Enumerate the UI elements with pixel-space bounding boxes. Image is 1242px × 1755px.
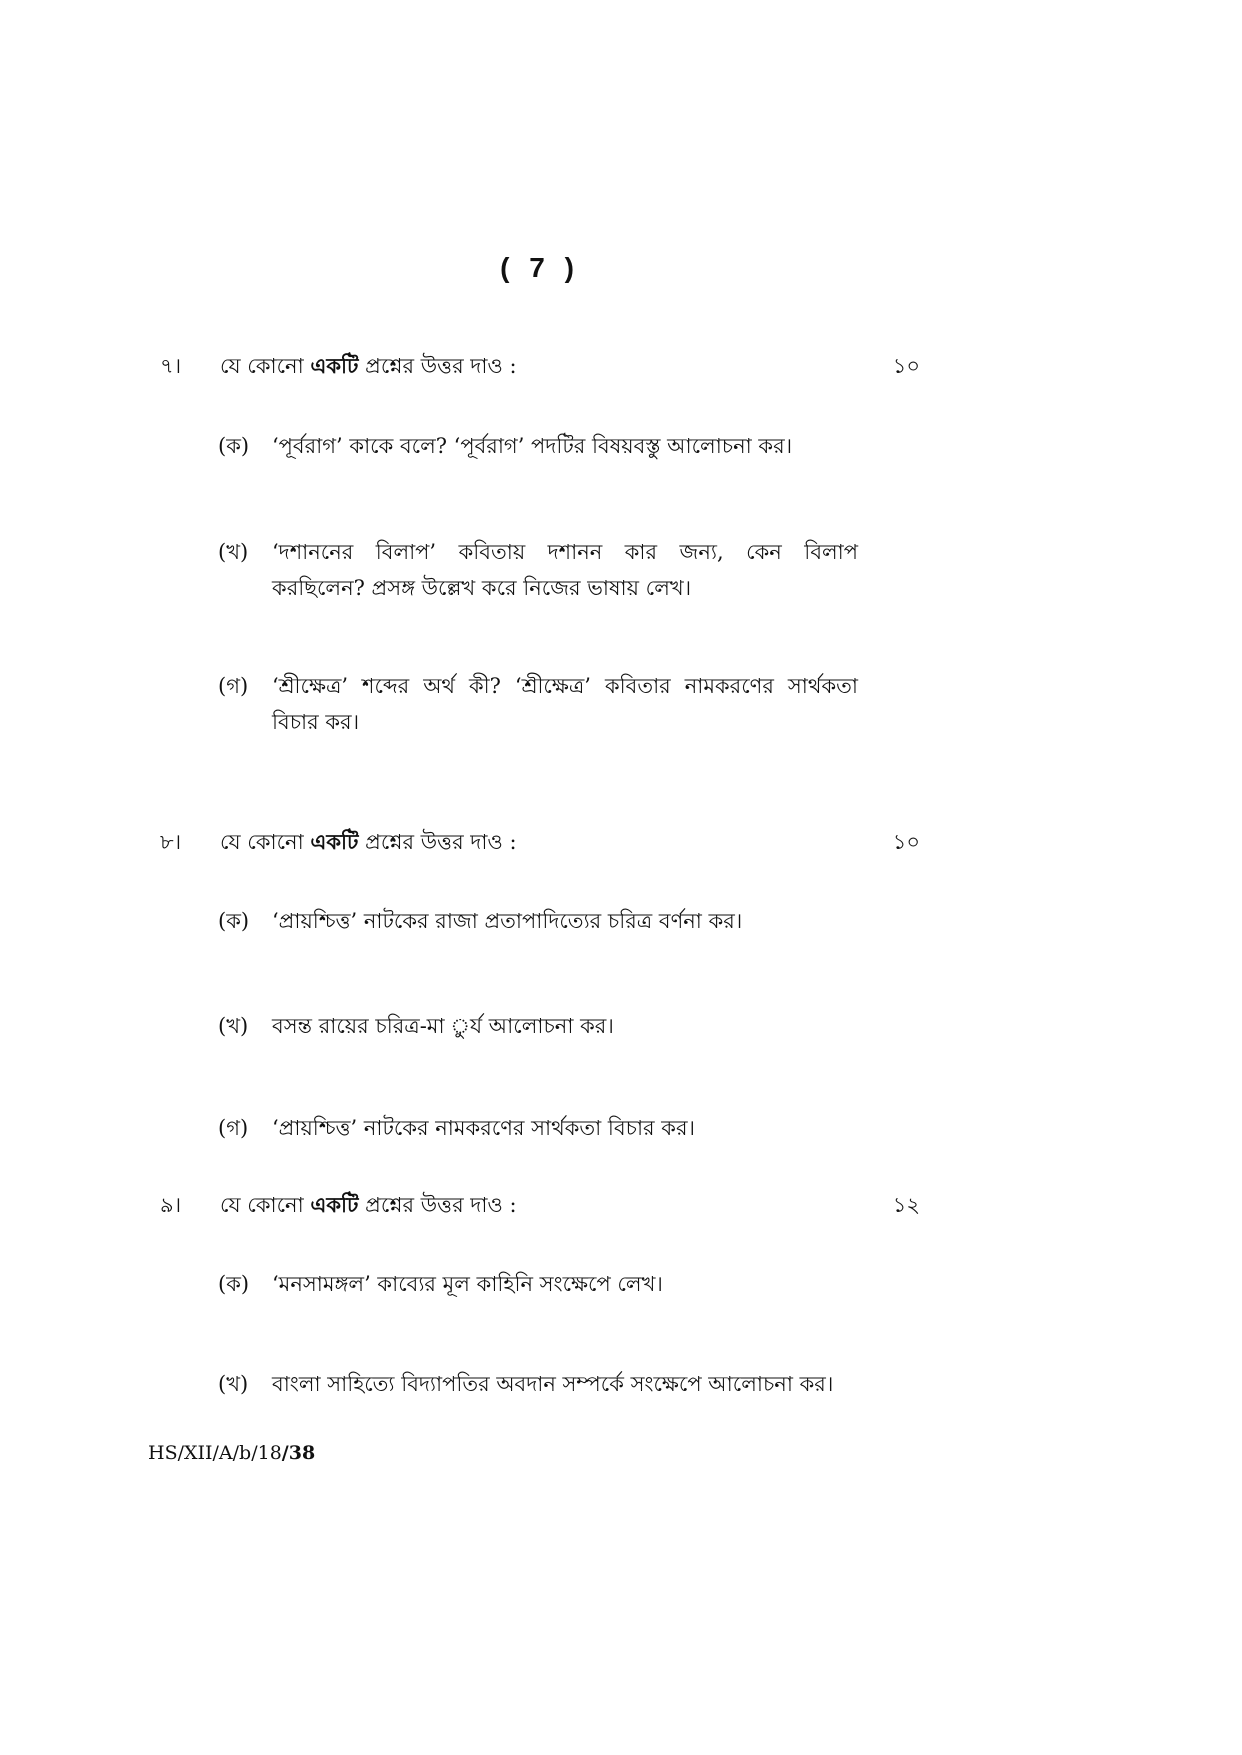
question-marks: ১২ bbox=[892, 1193, 920, 1217]
prompt-text: প্রশ্নের উত্তর দাও : bbox=[358, 1193, 517, 1217]
question-prompt bbox=[220, 349, 517, 383]
question-7-header bbox=[160, 349, 920, 383]
prompt-text: যে কোনো bbox=[220, 830, 311, 854]
option-text bbox=[272, 668, 858, 740]
option-line: ‘শ্রীক্ষেত্র’ শব্দের অর্থ কী? ‘শ্রীক্ষেত্র’ কবিতার নামকরণের সার্থকতা bbox=[272, 674, 858, 698]
question-8-option-ka bbox=[218, 903, 858, 939]
prompt-text: যে কোনো bbox=[220, 354, 311, 378]
paper-code-text: HS/XII/A/b/18 bbox=[148, 1442, 282, 1464]
option-line: ‘দশাননের বিলাপ’ কবিতায় দশানন কার জন্য, কেন বিলাপ bbox=[272, 540, 858, 564]
option-line: বসন্ত রায়ের চরিত্র-মা ুর্য আলোচনা কর। bbox=[272, 1014, 614, 1038]
option-text bbox=[272, 903, 858, 939]
question-prompt bbox=[220, 825, 517, 859]
prompt-bold-text: একটি bbox=[310, 829, 359, 854]
option-label: (ক) bbox=[218, 909, 250, 933]
question-9-header bbox=[160, 1188, 920, 1222]
question-9-option-kha bbox=[218, 1366, 858, 1402]
question-number: ৭। bbox=[160, 354, 182, 378]
question-8-header bbox=[160, 825, 920, 859]
question-prompt bbox=[220, 1188, 517, 1222]
option-label: (খ) bbox=[218, 540, 249, 564]
option-line: ‘প্রায়শ্চিত্ত’ নাটকের নামকরণের সার্থকতা বিচার কর। bbox=[272, 1116, 696, 1140]
option-line: বিচার কর। bbox=[272, 710, 360, 734]
option-line: ‘প্রায়শ্চিত্ত’ নাটকের রাজা প্রতাপাদিত্যের চরিত্র বর্ণনা কর। bbox=[272, 909, 743, 933]
option-label: (ক) bbox=[218, 1272, 250, 1296]
option-label: (গ) bbox=[218, 1116, 249, 1140]
option-text bbox=[272, 1266, 858, 1302]
option-text bbox=[272, 1008, 858, 1044]
option-label: (খ) bbox=[218, 1372, 249, 1396]
option-line: বাংলা সাহিত্যে বিদ্যাপতির অবদান সম্পর্কে সংক্ষেপে আলোচনা কর। bbox=[272, 1372, 834, 1396]
option-line: ‘পূর্বরাগ’ কাকে বলে? ‘পূর্বরাগ’ পদটির বিষয়বস্তু আলোচনা কর। bbox=[272, 434, 793, 458]
question-marks: ১০ bbox=[892, 354, 920, 378]
prompt-text: প্রশ্নের উত্তর দাও : bbox=[358, 830, 517, 854]
paper-code-bold: /38 bbox=[281, 1442, 316, 1464]
question-7-option-kha bbox=[218, 534, 858, 606]
prompt-bold-text: একটি bbox=[310, 353, 359, 378]
question-number: ৯। bbox=[160, 1193, 182, 1217]
question-7-option-ka bbox=[218, 428, 858, 464]
question-7-option-ga bbox=[218, 668, 858, 740]
page-number: ( 7 ) bbox=[500, 252, 580, 283]
question-8-option-kha bbox=[218, 1008, 858, 1044]
option-text bbox=[272, 1110, 858, 1146]
option-label: (ক) bbox=[218, 434, 250, 458]
question-8-option-ga bbox=[218, 1110, 858, 1146]
prompt-text: প্রশ্নের উত্তর দাও : bbox=[358, 354, 517, 378]
option-text bbox=[272, 428, 858, 464]
option-line: করছিলেন? প্রসঙ্গ উল্লেখ করে নিজের ভাষায় লেখ। bbox=[272, 576, 692, 600]
question-9-option-ka bbox=[218, 1266, 858, 1302]
option-label: (গ) bbox=[218, 674, 249, 698]
option-label: (খ) bbox=[218, 1014, 249, 1038]
question-marks: ১০ bbox=[892, 830, 920, 854]
option-text bbox=[272, 534, 858, 606]
question-number: ৮। bbox=[160, 830, 182, 854]
option-line: ‘মনসামঙ্গল’ কাব্যের মূল কাহিনি সংক্ষেপে লেখ। bbox=[272, 1272, 663, 1296]
option-text bbox=[272, 1366, 858, 1402]
prompt-bold-text: একটি bbox=[310, 1192, 359, 1217]
prompt-text: যে কোনো bbox=[220, 1193, 311, 1217]
paper-code bbox=[148, 1442, 315, 1464]
